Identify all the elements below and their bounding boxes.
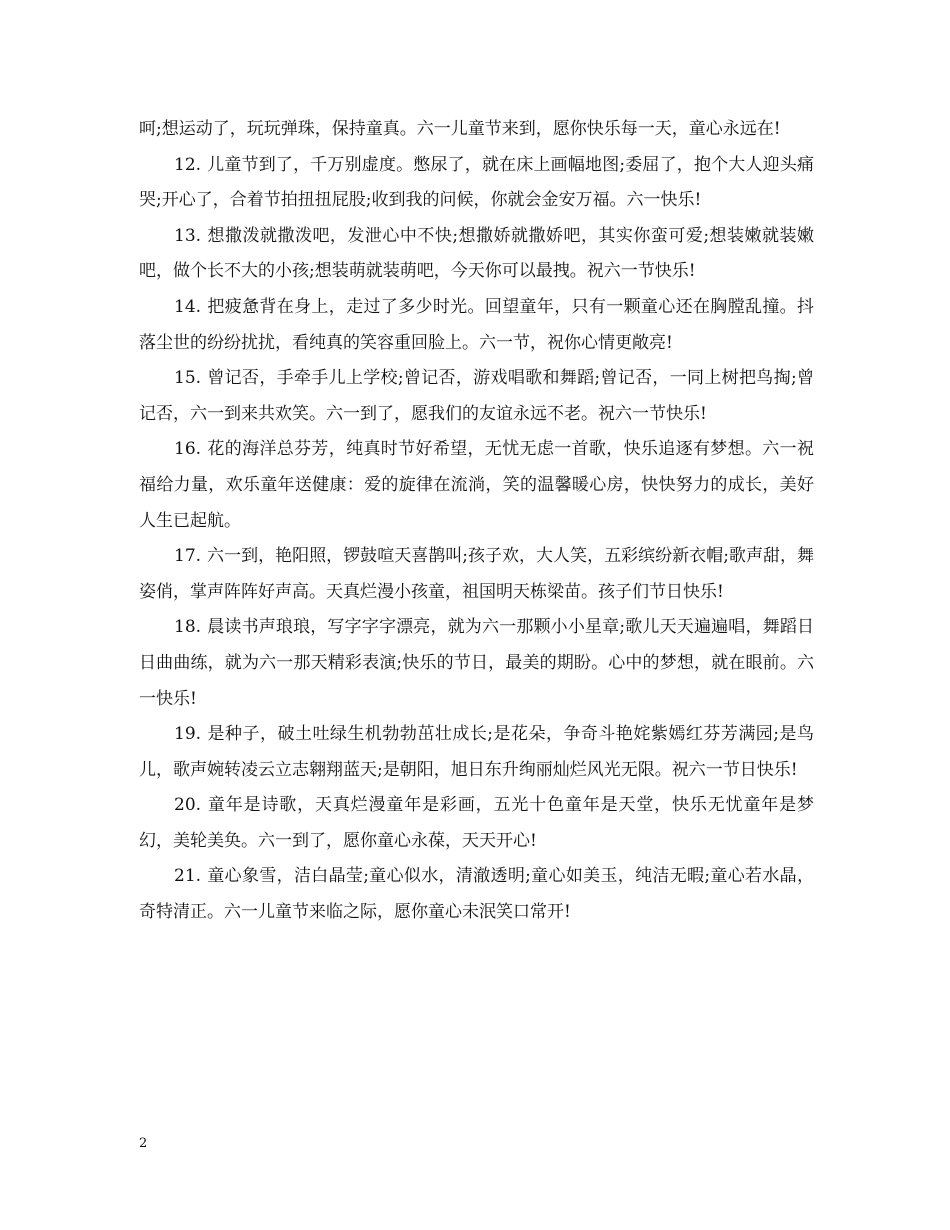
item-text: 儿童节到了，千万别虚度。憋尿了，就在床上画幅地图;委屈了，抱个大人迎头痛哭;开心了，合着节拍扭扭屁股;收到我的问候，你就会金安万福。六一快乐! (139, 154, 814, 211)
list-item-20 (139, 788, 814, 859)
item-text: 童心象雪，洁白晶莹;童心似水，清澈透明;童心如美玉，纯洁无暇;童心若水晶，奇特清正。六一儿童节来临之际，愿你童心未泯笑口常开! (139, 866, 814, 923)
item-number: 17. (174, 546, 202, 567)
list-item-17 (139, 539, 814, 610)
page-number: 2 (139, 1136, 148, 1151)
item-text: 想撒泼就撒泼吧，发泄心中不快;想撒娇就撒娇吧，其实你蛮可爱;想装嫩就装嫩吧，做个长不大的小孩;想装萌就装萌吧，今天你可以最拽。祝六一节快乐! (139, 225, 814, 282)
item-number: 20. (174, 795, 202, 816)
item-text: 把疲惫背在身上，走过了多少时光。回望童年，只有一颗童心还在胸膛乱撞。抖落尘世的纷纷扰扰，看纯真的笑容重回脸上。六一节，祝你心情更敞亮! (139, 296, 814, 353)
item-text: 童年是诗歌，天真烂漫童年是彩画，五光十色童年是天堂，快乐无忧童年是梦幻，美轮美奂。六一到了，愿你童心永葆，天天开心! (139, 795, 814, 851)
continuation-paragraph: 呵;想运动了，玩玩弹珠，保持童真。六一儿童节来到，愿你快乐每一天，童心永远在! (139, 119, 781, 139)
item-number: 21. (174, 866, 202, 887)
item-text: 六一到，艳阳照，锣鼓喧天喜鹊叫;孩子欢，大人笑，五彩缤纷新衣帽;歌声甜，舞姿俏，掌声阵阵好声高。天真烂漫小孩童，祖国明天栋梁苗。孩子们节日快乐! (139, 546, 814, 602)
list-item-15 (139, 361, 814, 432)
item-text: 曾记否，手牵手儿上学校;曾记否，游戏唱歌和舞蹈;曾记否，一同上树把鸟掏;曾记否，六一到来共欢笑。六一到了，愿我们的友谊永远不老。祝六一节快乐! (139, 368, 814, 424)
list-item-14 (139, 290, 814, 361)
item-number: 15. (174, 368, 202, 389)
list-item-13 (139, 219, 814, 290)
item-text: 花的海洋总芬芳，纯真时节好希望，无忧无虑一首歌，快乐追逐有梦想。六一祝福给力量，欢乐童年送健康：爱的旋律在流淌，笑的温馨暖心房，快快努力的成长，美好人生已起航。 (139, 439, 814, 531)
item-number: 13. (174, 225, 202, 246)
list-item-21 (139, 859, 814, 930)
list-item-19 (139, 717, 814, 788)
list-item-18 (139, 610, 814, 717)
item-number: 14. (174, 296, 202, 317)
list-item-16 (139, 432, 814, 539)
item-text: 是种子，破土吐绿生机勃勃茁壮成长;是花朵，争奇斗艳姹紫嫣红芬芳满园;是鸟儿，歌声婉转凌云立志翱翔蓝天;是朝阳，旭日东升绚丽灿烂风光无限。祝六一节日快乐! (139, 724, 814, 780)
item-number: 16. (174, 439, 202, 460)
item-number: 12. (174, 154, 202, 175)
item-number: 18. (174, 617, 202, 638)
item-number: 19. (174, 724, 202, 745)
list-item-12 (139, 148, 814, 219)
item-text: 晨读书声琅琅，写字字字漂亮，就为六一那颗小小星章;歌儿天天遍遍唱，舞蹈日日曲曲练，就为六一那天精彩表演;快乐的节日，最美的期盼。心中的梦想，就在眼前。六一快乐! (139, 617, 814, 709)
document-body (139, 112, 814, 931)
